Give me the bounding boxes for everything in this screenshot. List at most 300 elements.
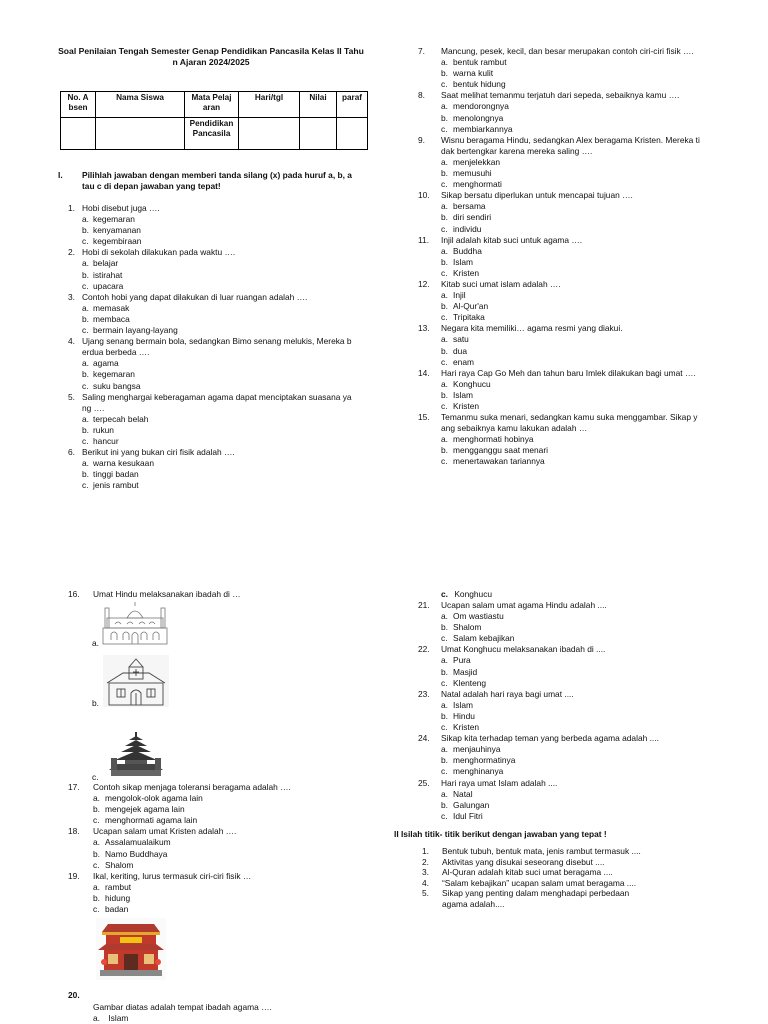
option-text: hidung [105, 892, 131, 903]
option-letter: b. [441, 622, 448, 633]
question-item [416, 412, 726, 467]
option-letter: b. [82, 424, 89, 435]
question-number: 7. [418, 46, 425, 56]
answer-option[interactable] [68, 480, 388, 491]
question-text [68, 447, 388, 458]
option-text: Kristen [453, 267, 480, 278]
answer-option[interactable] [68, 358, 388, 369]
option-text: dua [453, 345, 467, 356]
option-letter: b. [441, 755, 448, 766]
answer-option[interactable] [68, 860, 368, 871]
question-text-line: Sikap kita terhadap teman yang berbeda agama adalah .... [441, 733, 659, 744]
answer-option[interactable] [416, 357, 726, 368]
option-letter-c[interactable]: c. [92, 772, 99, 782]
answer-option[interactable] [416, 789, 716, 800]
subject-value-cell: Pendidikan Pancasila [185, 118, 239, 150]
answer-option[interactable] [416, 722, 716, 733]
option-letter: c. [82, 325, 89, 336]
question-text [416, 190, 726, 201]
question-text [416, 90, 726, 101]
question-number: 22. [418, 644, 430, 655]
page-title-line-2: n Ajaran 2024/2025 [172, 56, 250, 67]
question-text-continued [68, 403, 388, 414]
answer-option[interactable] [68, 904, 368, 915]
option-text: Islam [453, 699, 474, 710]
question-item [416, 90, 726, 134]
option-text: Buddha [453, 245, 482, 256]
option-letter: a. [441, 334, 448, 345]
section-1-number: I. [58, 170, 63, 180]
option-letter: b. [82, 369, 89, 380]
answer-option[interactable] [68, 804, 368, 815]
question-text-line: Ucapan salam umat agama Hindu adalah .... [441, 600, 607, 610]
answer-option[interactable] [416, 346, 726, 357]
question-number: 1. [422, 846, 429, 856]
klenteng-drawing-icon [96, 918, 166, 980]
question-item [416, 279, 726, 323]
answer-option[interactable] [416, 201, 726, 212]
answer-option[interactable] [68, 469, 388, 480]
question-item [68, 247, 388, 291]
option-letter: b. [441, 445, 448, 456]
section-1-text: Pilihlah jawaban dengan memberi tanda silang (x) pada huruf a, b, a tau c di depan jawaban yang tepat! [82, 170, 352, 191]
option-text: Pura [453, 655, 471, 666]
question-text: Al-Quran adalah kitab suci umat beragama .... [442, 867, 613, 878]
option-text: jenis rambut [93, 480, 139, 491]
option-text: Islam [453, 256, 474, 267]
question-number: 24. [418, 733, 430, 744]
answer-option[interactable] [416, 611, 716, 622]
answer-option[interactable] [68, 793, 368, 804]
question-number: 16. [68, 589, 80, 599]
essay-question [420, 846, 720, 857]
question-text-line: Mancung, pesek, kecil, dan besar merupakan contoh ciri-ciri fisik …. [441, 46, 694, 56]
question-item [416, 600, 716, 644]
option-text: satu [453, 334, 469, 345]
question-text: “Salam kebajikan” ucapan salam umat beragama .... [442, 877, 637, 888]
question-text-line: Contoh hobi yang dapat dilakukan di luar ruangan adalah …. [82, 291, 308, 302]
option-letter: a. [441, 699, 448, 710]
page-title-line-1: Soal Penilaian Tengah Semester Genap Pendidikan Pancasila Kelas II Tahu [58, 46, 364, 56]
answer-option[interactable] [416, 633, 716, 644]
essay-question [420, 888, 720, 899]
option-letter: a. [441, 57, 448, 68]
option-letter: c. [441, 633, 448, 644]
answer-option[interactable] [416, 212, 726, 223]
answer-option[interactable] [68, 381, 388, 392]
question-text-line: Negara kita memiliki… agama resmi yang diakui. [441, 323, 623, 334]
answer-option[interactable] [416, 246, 726, 257]
question-text-line: Wisnu beragama Hindu, sedangkan Alex beragama Kristen. Mereka ti [441, 134, 700, 145]
question-number: 3. [422, 867, 429, 878]
option[interactable] [93, 1013, 128, 1024]
answer-option[interactable] [416, 179, 726, 190]
option-letter: a. [441, 434, 448, 445]
option-letter: c. [82, 435, 89, 446]
signature-field[interactable] [337, 118, 368, 150]
question-number: 5. [422, 888, 429, 899]
answer-option[interactable] [68, 815, 368, 826]
header-cell-student-name: Nama Siswa [96, 92, 185, 118]
answer-option[interactable] [416, 744, 716, 755]
option-letter: a. [82, 413, 89, 424]
question-text: agama adalah.... [442, 898, 505, 909]
option-text: Hindu [453, 710, 475, 721]
answer-option[interactable] [68, 849, 368, 860]
option-letter: c. [441, 179, 448, 190]
answer-option[interactable] [416, 800, 716, 811]
option-letter: c. [441, 123, 448, 134]
question-20-text: Gambar diatas adalah tempat ibadah agama …. [93, 1002, 272, 1012]
option-letter: a. [441, 611, 448, 622]
score-field[interactable] [300, 118, 337, 150]
question-20-continued-option[interactable] [441, 589, 492, 600]
option-letter: b. [441, 68, 448, 79]
option-text: mengolok-olok agama lain [105, 793, 203, 804]
option-text: Salam kebajikan [453, 633, 515, 644]
option-text: warna kulit [453, 68, 494, 79]
option-letter: a. [441, 156, 448, 167]
question-text [416, 412, 726, 423]
answer-option[interactable] [416, 711, 716, 722]
option-text: belajar [93, 258, 119, 269]
option-letter: b. [441, 212, 448, 223]
question-item [68, 203, 388, 247]
question-item [416, 644, 716, 688]
option-letter: a. [82, 358, 89, 369]
option-text: terpecah belah [93, 413, 149, 424]
answer-option[interactable] [416, 700, 716, 711]
answer-option[interactable] [416, 224, 726, 235]
question-number: 2. [422, 856, 429, 867]
student-identity-table [60, 91, 368, 150]
question-text [68, 247, 388, 258]
question-item [416, 190, 726, 234]
question-number: 2. [68, 247, 75, 258]
option-text: Kristen [453, 401, 480, 411]
option-text: istirahat [93, 269, 123, 280]
section-1-instruction [58, 170, 376, 192]
header-cell-score: Nilai [300, 92, 337, 118]
option-letter: a. [441, 201, 448, 212]
left-question-list [68, 203, 388, 491]
question-item [416, 368, 726, 412]
question-text [68, 826, 368, 837]
answer-option[interactable] [416, 57, 726, 68]
question-text-line: Ujang senang bermain bola, sedangkan Bimo senang melukis, Mereka b [82, 336, 352, 347]
option-letter: c. [82, 380, 89, 391]
question-number: 4. [68, 336, 75, 347]
option-letter: a. [93, 881, 100, 892]
question-item [68, 336, 388, 391]
question-text [416, 778, 716, 789]
question-text-line: Natal adalah hari raya bagi umat .... [441, 688, 574, 699]
question-text [416, 135, 726, 146]
question-text-line: Ucapan salam umat Kristen adalah …. [93, 826, 237, 837]
answer-option[interactable] [68, 414, 388, 425]
option-letter: c. [441, 456, 448, 467]
answer-option[interactable] [416, 678, 716, 689]
question-text-line: Hobi di sekolah dilakukan pada waktu …. [82, 247, 236, 258]
option-text: menghormati agama lain [105, 815, 198, 826]
answer-option[interactable] [68, 882, 368, 893]
option-letter: a. [441, 245, 448, 256]
question-text-continued [416, 146, 726, 157]
question-number: 17. [68, 782, 80, 792]
section-2-instruction: II Isilah titik- titik berikut dengan jawaban yang tepat ! [394, 829, 607, 839]
question-text-line: dak bertengkar karena mereka saling …. [441, 145, 593, 156]
option-text: Islam [108, 1013, 129, 1023]
question-item [416, 46, 726, 90]
option-text: memasak [93, 302, 130, 313]
option-text: Konghucu [453, 378, 491, 389]
answer-option[interactable] [68, 369, 388, 380]
option-text: diri sendiri [453, 212, 492, 223]
answer-option[interactable] [416, 445, 726, 456]
answer-option[interactable] [416, 655, 716, 666]
date-field[interactable] [239, 118, 300, 150]
option-letter: a. [441, 655, 448, 666]
answer-option[interactable] [416, 301, 726, 312]
option-text: Al-Qur'an [453, 301, 489, 312]
absen-number-field[interactable] [61, 118, 96, 150]
question-text-line: Sikap bersatu diperlukan untuk mencapai tujuan …. [441, 190, 633, 201]
page-title [48, 46, 374, 67]
answer-option[interactable] [68, 236, 388, 247]
question-item [68, 392, 388, 447]
answer-option[interactable] [416, 667, 716, 678]
answer-option[interactable] [416, 157, 726, 168]
answer-option[interactable] [68, 281, 388, 292]
question-text-line: Umat Konghucu melaksanakan ibadah di .... [441, 644, 606, 655]
question-item [68, 447, 388, 491]
answer-option[interactable] [68, 270, 388, 281]
option-text: menghormati [453, 179, 502, 190]
option-letter: b. [441, 112, 448, 123]
option-letter: b. [93, 892, 100, 903]
answer-option[interactable] [416, 390, 726, 401]
question-text-line: Berikut ini yang bukan ciri fisik adalah …. [82, 447, 235, 458]
question-number: 13. [418, 323, 430, 334]
answer-option[interactable] [416, 168, 726, 179]
question-text [68, 203, 388, 214]
option-text: Namo Buddhaya [105, 848, 168, 859]
answer-option[interactable] [416, 401, 726, 412]
question-text-continued [416, 423, 726, 434]
option-letter: c. [441, 312, 448, 323]
question-number: 23. [418, 688, 430, 699]
option-text: agama [93, 358, 119, 369]
option-text: bentuk rambut [453, 57, 507, 68]
option-text: kegemaran [93, 214, 135, 225]
question-number: 11. [418, 234, 430, 245]
question-text [416, 368, 726, 379]
option-letter: b. [441, 256, 448, 267]
question-number: 9. [418, 134, 425, 145]
question-item [416, 235, 726, 279]
answer-option[interactable] [416, 101, 726, 112]
option-text: Klenteng [453, 677, 487, 688]
option-text: Assalamualaikum [105, 837, 171, 848]
option-letter: b. [441, 345, 448, 356]
option-letter: b. [441, 666, 448, 677]
option-letter: c. [441, 589, 448, 599]
question-item [416, 135, 726, 190]
answer-option[interactable] [68, 436, 388, 447]
option-text: menjelekkan [453, 156, 501, 167]
question-item [416, 733, 716, 777]
mosque-drawing-icon [101, 600, 169, 646]
option-text: enam [453, 356, 474, 367]
question-number: 4. [422, 877, 429, 888]
student-name-field[interactable] [96, 118, 185, 150]
question-item [416, 323, 726, 367]
option-text: menghinanya [453, 766, 504, 777]
answer-option[interactable] [416, 456, 726, 467]
question-text [416, 323, 726, 334]
answer-option[interactable] [68, 325, 388, 336]
option-text: suku bangsa [93, 380, 141, 391]
question-number: 15. [418, 412, 430, 423]
option-letter: c. [441, 79, 448, 90]
answer-option[interactable] [416, 290, 726, 301]
option-letter: b. [82, 269, 89, 280]
option-letter: a. [441, 101, 448, 112]
question-text [416, 689, 716, 700]
question-number: 21. [418, 600, 430, 610]
option-text: Natal [453, 788, 473, 799]
question-number: 3. [68, 291, 75, 302]
option-letter: a. [93, 837, 100, 848]
option-letter: b. [82, 313, 89, 324]
answer-option[interactable] [416, 622, 716, 633]
answer-option[interactable] [68, 314, 388, 325]
answer-option[interactable] [68, 258, 388, 269]
question-text [68, 292, 388, 303]
option-text: upacara [93, 280, 124, 291]
option-letter-a[interactable]: a. [92, 638, 99, 648]
question-text-line: Hobi disebut juga …. [82, 203, 160, 213]
option-text: membaca [93, 313, 130, 324]
option-letter: a. [93, 793, 100, 804]
answer-option[interactable] [68, 893, 368, 904]
option-letter: c. [441, 267, 448, 278]
answer-option[interactable] [68, 425, 388, 436]
option-letter: b. [93, 804, 100, 815]
answer-option[interactable] [416, 312, 726, 323]
option-text: menertawakan tariannya [453, 456, 545, 467]
header-cell-date: Hari/tgl [239, 92, 300, 118]
header-cell-subject: Mata Pelaj aran [185, 92, 239, 118]
essay-question [420, 899, 720, 910]
question-text [416, 644, 716, 655]
answer-option[interactable] [416, 68, 726, 79]
essay-question-list [420, 846, 720, 910]
option-text: Kristen [453, 722, 480, 733]
question-item [416, 778, 716, 822]
option-text: Masjid [453, 666, 478, 677]
option-text: Injil [453, 290, 466, 301]
option-letter: c. [441, 722, 448, 733]
option-text: tinggi badan [93, 469, 139, 480]
answer-option[interactable] [68, 303, 388, 314]
question-text: Umat Hindu melaksanakan ibadah di … [93, 589, 241, 599]
question-text-line: ng …. [82, 402, 105, 413]
answer-option[interactable] [416, 334, 726, 345]
option-text: menghormatinya [453, 755, 516, 766]
question-number: 10. [418, 190, 430, 201]
option-text: menghormati hobinya [453, 434, 534, 445]
option-text: individu [453, 223, 482, 234]
option-text: Tripitaka [453, 312, 485, 323]
header-cell-signature: paraf [337, 92, 368, 118]
option-text: Idul Fitri [453, 810, 483, 821]
option-text: kegemaran [93, 369, 135, 380]
answer-option[interactable] [416, 379, 726, 390]
answer-option[interactable] [416, 755, 716, 766]
option-text: kegembiraan [93, 236, 142, 247]
answer-option[interactable] [416, 124, 726, 135]
question-text-continued [68, 347, 388, 358]
option-letter: c. [82, 280, 89, 291]
question-number: 18. [68, 826, 80, 837]
answer-option[interactable] [68, 214, 388, 225]
question-text-line: Ikal, keriting, lurus termasuk ciri-ciri fisik … [93, 870, 252, 881]
answer-option[interactable] [416, 811, 716, 822]
answer-option[interactable] [416, 113, 726, 124]
question-item [68, 826, 368, 870]
option-letter: c. [93, 904, 100, 915]
question-number: 25. [418, 777, 430, 788]
answer-option[interactable] [416, 79, 726, 90]
question-number: 5. [68, 391, 75, 402]
question-item [68, 871, 368, 915]
option-letter: b. [82, 469, 89, 480]
question-item [68, 292, 388, 336]
answer-option[interactable] [416, 257, 726, 268]
option-letter-b[interactable]: b. [92, 698, 99, 708]
question-text [416, 733, 716, 744]
option-text: Islam [453, 389, 474, 400]
question-text [68, 392, 388, 403]
option-letter: a. [82, 258, 89, 269]
option-letter: c. [82, 480, 89, 491]
option-text: mengejek agama lain [105, 804, 185, 815]
question-text-line: Temanmu suka menari, sedangkan kamu suka menggambar. Sikap y [441, 412, 698, 423]
essay-question [420, 867, 720, 878]
question-number: 8. [418, 90, 425, 101]
answer-option[interactable] [68, 458, 388, 469]
question-text-line: Hari raya Cap Go Meh dan tahun baru Imlek dilakukan bagi umat …. [441, 367, 696, 378]
option-text: kenyamanan [93, 225, 141, 236]
page2-left-question-list [68, 782, 368, 915]
question-text-line: Saat melihat temanmu terjatuh dari sepeda, sebaiknya kamu …. [441, 90, 680, 101]
answer-option[interactable] [416, 434, 726, 445]
option-text: bermain layang-layang [93, 325, 178, 336]
answer-option[interactable] [68, 837, 368, 848]
option-text: rukun [93, 424, 114, 435]
option-letter: c. [441, 766, 448, 777]
option-text: bentuk hidung [453, 79, 506, 90]
answer-option[interactable] [68, 225, 388, 236]
question-text-line: Hari raya umat Islam adalah .... [441, 777, 558, 788]
answer-option[interactable] [416, 766, 716, 777]
option-letter: b. [441, 389, 448, 400]
question-text-line: Kitab suci umat islam adalah …. [441, 278, 561, 289]
option-text: mendorongnya [453, 101, 509, 112]
answer-option[interactable] [416, 268, 726, 279]
question-text-line: erdua berbeda …. [82, 347, 150, 358]
